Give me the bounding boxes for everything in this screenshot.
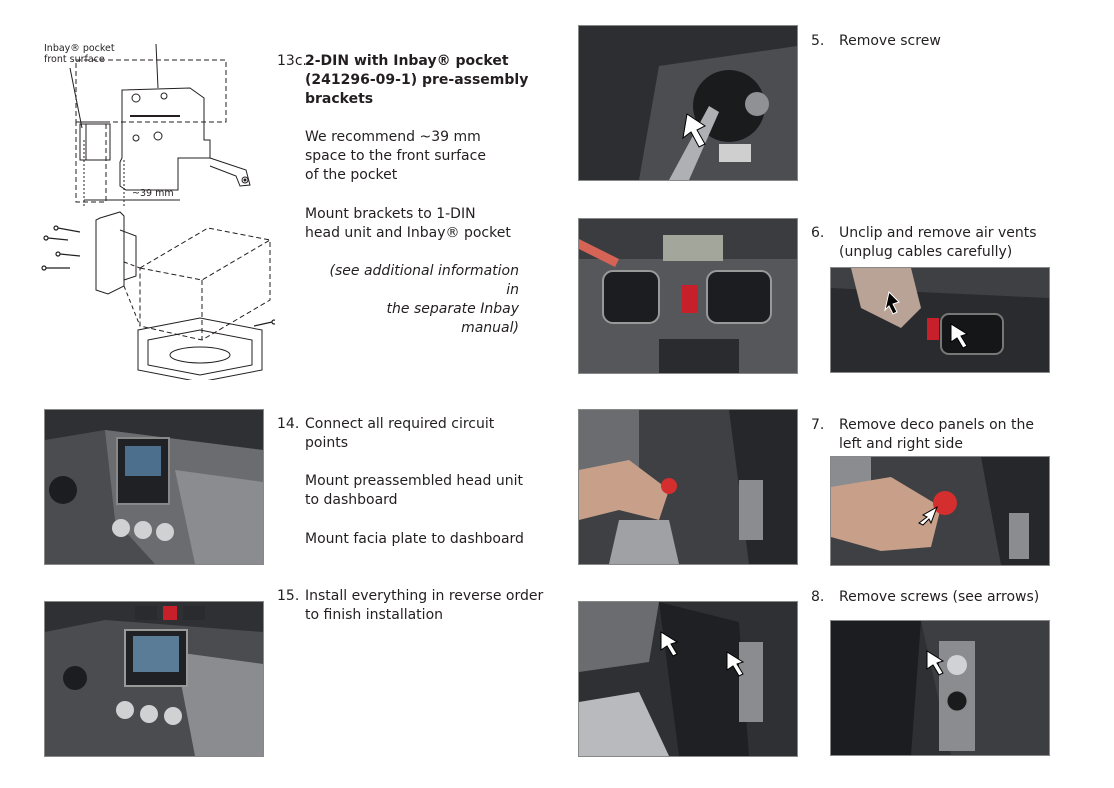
mount-paragraph: Mount brackets to 1-DIN head unit and Inbay® pocket [305,206,511,241]
mount-facia-text: Mount facia plate to dashboard [305,531,524,547]
step-number: 14. [277,416,300,432]
photo-step-6-vents [578,218,798,374]
dimension-label: ~39 mm [132,188,174,199]
step-15 [277,587,547,627]
photo-step-15-installed [44,601,264,757]
step-text: Remove deco panels on the left and right side [839,417,1034,452]
step-number: 7. [811,417,825,433]
step-number: 15. [277,588,300,604]
step-7 [811,416,1051,456]
photo-step-8-detail [830,620,1050,756]
step-text: Remove screw [839,33,941,49]
photo-step-8-screws [578,601,798,757]
inbay-note: (see additional information in the separate Inbay manual) [329,263,519,336]
photo-step-6-detail [830,267,1050,373]
step-number: 13c. [277,53,307,69]
photo-step-5-screw [578,25,798,181]
step-8 [811,588,1051,608]
step-5 [811,32,1051,52]
step-number: 5. [811,33,825,49]
bracket-diagram [40,40,275,380]
circuit-points-text: Connect all required circuit points [305,416,495,451]
step-number: 8. [811,589,825,605]
step-text: Remove screws (see arrows) [839,589,1040,605]
step-number: 6. [811,225,825,241]
step-text: Unclip and remove air vents (unplug cables carefully) [839,225,1037,260]
reverse-order-text: Install everything in reverse order to finish installation [305,588,544,623]
photo-step-14-dashboard [44,409,264,565]
step-6 [811,224,1051,264]
photo-step-7-detail [830,456,1050,566]
step-13c [277,52,537,336]
photo-step-7-deco-panels [578,409,798,565]
recommend-paragraph: We recommend ~39 mm space to the front surface of the pocket [305,129,486,183]
pocket-label: Inbay® pocket front surface [44,43,115,65]
bracket-drawing [40,40,275,380]
mount-head-unit-text: Mount preassembled head unit to dashboard [305,473,523,508]
step-14 [277,415,537,565]
step-title: 2-DIN with Inbay® pocket (241296-09-1) pre-assembly brackets [305,53,529,107]
